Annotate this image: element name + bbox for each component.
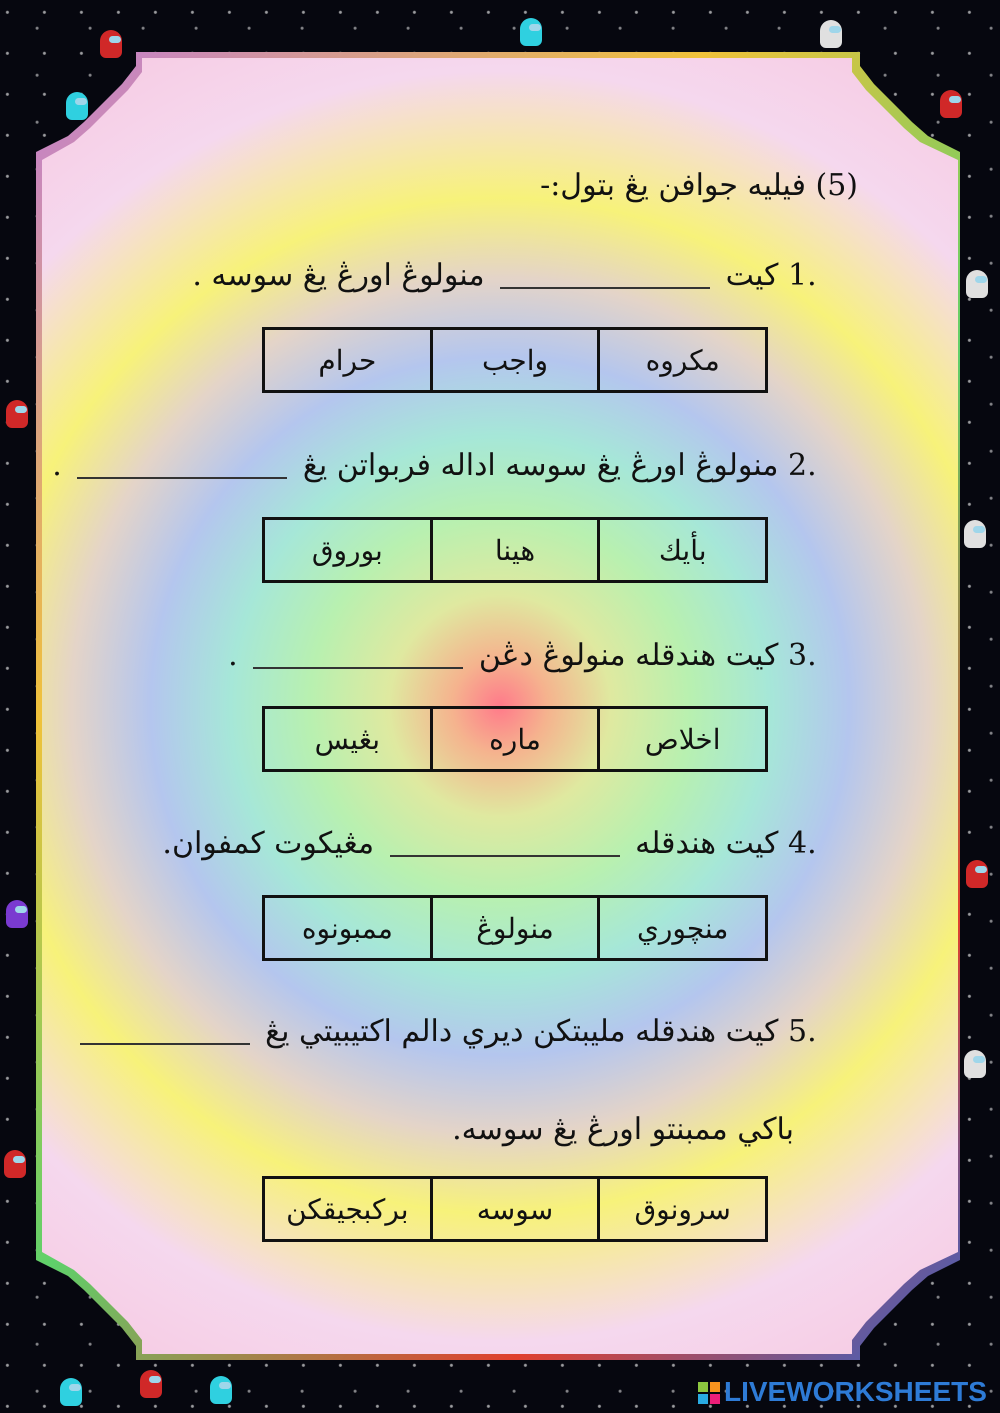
- liveworksheets-logo: [698, 1376, 987, 1408]
- option-cell[interactable]: هينا: [430, 520, 598, 580]
- option-cell[interactable]: مكروه: [597, 330, 765, 390]
- question-number: 1.: [788, 258, 817, 293]
- question-text-before: كيت: [725, 258, 779, 293]
- question-text-after: منولوڠ اورڠ يڠ سوسه .: [192, 258, 485, 293]
- options-row: [262, 706, 768, 772]
- question-number: 3.: [788, 638, 817, 673]
- question-text-after: .: [52, 448, 62, 483]
- question-5-continuation: باكي ممبنتو اورڠ يڠ سوسه.: [452, 1112, 794, 1147]
- question-text-after: .: [228, 638, 238, 673]
- question-1: [192, 258, 858, 293]
- question-2: [52, 448, 858, 483]
- question-3: [228, 638, 858, 673]
- liveworksheets-logo-icon: [698, 1382, 720, 1404]
- question-number: 4.: [788, 826, 817, 861]
- question-text-after: مڠيكوت كمفوان.: [162, 826, 375, 861]
- options-row: [262, 517, 768, 583]
- option-cell[interactable]: ممبونوه: [301, 911, 393, 945]
- question-5: [74, 1014, 858, 1049]
- option-cell[interactable]: سوسه: [430, 1179, 598, 1239]
- option-cell[interactable]: بأيك: [597, 520, 765, 580]
- question-text-before: كيت هندقله: [635, 826, 779, 861]
- option-cell[interactable]: بوروق: [311, 533, 383, 567]
- question-text-before: كيت هندقله مليبتكن ديري دالم اكتيبيتي يڠ: [265, 1014, 779, 1049]
- option-cell[interactable]: واجب: [430, 330, 598, 390]
- question-text-before: منولوڠ اورڠ يڠ سوسه اداله فربواتن يڠ: [302, 448, 779, 483]
- option-cell[interactable]: حرام: [318, 343, 377, 377]
- option-cell[interactable]: بركبجيقكن: [286, 1192, 409, 1226]
- option-cell[interactable]: منچوري: [597, 898, 765, 958]
- answer-blank[interactable]: [500, 265, 710, 289]
- options-row: [262, 327, 768, 393]
- question-number: 5.: [788, 1014, 817, 1049]
- option-cell[interactable]: اخلاص: [597, 709, 765, 769]
- option-cell[interactable]: سرونوق: [597, 1179, 765, 1239]
- section-heading: (5) فيليه جوافن يڠ بتول:-: [540, 168, 858, 203]
- question-4: [162, 826, 858, 861]
- question-number: 2.: [788, 448, 817, 483]
- answer-blank[interactable]: [253, 645, 463, 669]
- answer-blank[interactable]: [80, 1021, 250, 1045]
- option-cell[interactable]: منولوڠ: [430, 898, 598, 958]
- options-row: [262, 895, 768, 961]
- answer-blank[interactable]: [390, 833, 620, 857]
- answer-blank[interactable]: [77, 455, 287, 479]
- options-row: [262, 1176, 768, 1242]
- option-cell[interactable]: ماره: [430, 709, 598, 769]
- question-text-before: كيت هندقله منولوڠ دڠن: [478, 638, 779, 673]
- option-cell[interactable]: بڠيس: [314, 722, 381, 756]
- logo-text: LIVEWORKSHEETS: [724, 1376, 987, 1407]
